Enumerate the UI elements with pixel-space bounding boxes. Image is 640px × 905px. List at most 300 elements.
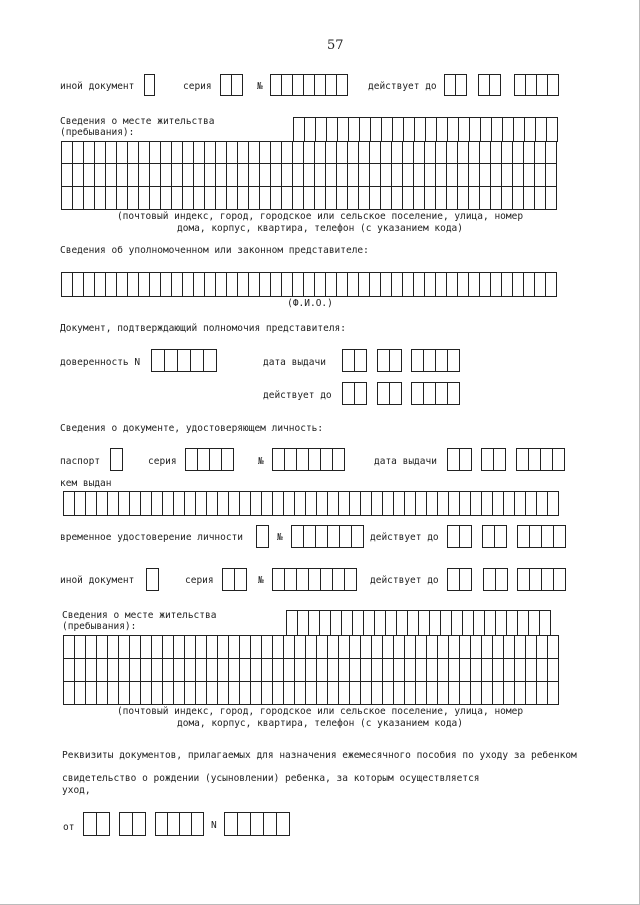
issued-by-grid[interactable] <box>63 491 559 516</box>
grid-cell[interactable] <box>97 636 108 659</box>
grid-cell[interactable] <box>405 682 416 705</box>
grid-cell[interactable] <box>372 659 383 682</box>
grid-cell[interactable] <box>196 636 207 659</box>
grid-cell[interactable] <box>359 142 370 164</box>
grid-cell[interactable] <box>372 636 383 659</box>
grid-cell[interactable] <box>141 492 152 516</box>
grid-cell[interactable] <box>485 611 496 636</box>
grid-cell[interactable] <box>361 492 372 516</box>
grid-cell[interactable] <box>416 492 427 516</box>
temp-id-valid-day-input[interactable] <box>447 525 472 548</box>
grid-cell[interactable] <box>205 187 216 210</box>
grid-cell[interactable] <box>493 636 504 659</box>
grid-cell[interactable] <box>535 142 546 164</box>
valid-day-input[interactable] <box>444 74 467 96</box>
address-grid[interactable] <box>61 141 557 210</box>
grid-cell[interactable] <box>524 273 535 297</box>
grid-cell[interactable] <box>139 142 150 164</box>
grid-cell[interactable] <box>502 164 513 187</box>
series-input[interactable] <box>220 74 243 96</box>
grid-cell[interactable] <box>546 187 557 210</box>
address-grid-row1[interactable] <box>293 117 558 142</box>
grid-cell[interactable] <box>452 611 463 636</box>
grid-cell[interactable] <box>163 659 174 682</box>
grid-cell[interactable] <box>262 492 273 516</box>
grid-cell[interactable] <box>548 682 559 705</box>
grid-cell[interactable] <box>480 142 491 164</box>
grid-cell[interactable] <box>425 187 436 210</box>
grid-cell[interactable] <box>471 682 482 705</box>
grid-cell[interactable] <box>106 164 117 187</box>
grid-cell[interactable] <box>249 273 260 297</box>
grid-cell[interactable] <box>350 636 361 659</box>
grid-cell[interactable] <box>117 273 128 297</box>
grid-cell[interactable] <box>315 164 326 187</box>
grid-cell[interactable] <box>295 636 306 659</box>
grid-cell[interactable] <box>370 187 381 210</box>
grid-cell[interactable] <box>249 142 260 164</box>
grid-cell[interactable] <box>364 611 375 636</box>
grid-cell[interactable] <box>458 187 469 210</box>
grid-cell[interactable] <box>128 164 139 187</box>
issue-day-input[interactable] <box>342 349 367 372</box>
grid-cell[interactable] <box>260 164 271 187</box>
grid-cell[interactable] <box>73 187 84 210</box>
grid-cell[interactable] <box>86 682 97 705</box>
grid-cell[interactable] <box>370 164 381 187</box>
grid-cell[interactable] <box>493 682 504 705</box>
grid-cell[interactable] <box>207 492 218 516</box>
grid-cell[interactable] <box>548 636 559 659</box>
grid-cell[interactable] <box>471 636 482 659</box>
grid-cell[interactable] <box>430 611 441 636</box>
grid-cell[interactable] <box>287 611 298 636</box>
grid-cell[interactable] <box>383 636 394 659</box>
grid-cell[interactable] <box>240 636 251 659</box>
valid-month-input[interactable] <box>478 74 501 96</box>
grid-cell[interactable] <box>106 187 117 210</box>
cert-month-input[interactable] <box>119 812 146 836</box>
grid-cell[interactable] <box>108 636 119 659</box>
grid-cell[interactable] <box>493 659 504 682</box>
grid-cell[interactable] <box>150 187 161 210</box>
other-doc-series-input[interactable] <box>222 568 247 591</box>
grid-cell[interactable] <box>271 142 282 164</box>
grid-cell[interactable] <box>185 636 196 659</box>
grid-cell[interactable] <box>353 611 364 636</box>
grid-cell[interactable] <box>337 273 348 297</box>
grid-cell[interactable] <box>62 164 73 187</box>
grid-cell[interactable] <box>469 164 480 187</box>
grid-cell[interactable] <box>491 142 502 164</box>
grid-cell[interactable] <box>128 187 139 210</box>
grid-cell[interactable] <box>370 142 381 164</box>
grid-cell[interactable] <box>394 659 405 682</box>
grid-cell[interactable] <box>348 142 359 164</box>
grid-cell[interactable] <box>438 682 449 705</box>
grid-cell[interactable] <box>130 659 141 682</box>
grid-cell[interactable] <box>537 492 548 516</box>
grid-cell[interactable] <box>196 492 207 516</box>
grid-cell[interactable] <box>427 636 438 659</box>
grid-cell[interactable] <box>427 659 438 682</box>
representative-fio-grid[interactable] <box>61 272 557 297</box>
grid-cell[interactable] <box>513 142 524 164</box>
grid-cell[interactable] <box>471 492 482 516</box>
grid-cell[interactable] <box>183 164 194 187</box>
issue-year-input[interactable] <box>411 349 460 372</box>
grid-cell[interactable] <box>139 164 150 187</box>
grid-cell[interactable] <box>271 187 282 210</box>
grid-cell[interactable] <box>414 164 425 187</box>
other-doc-checkbox[interactable] <box>144 74 155 96</box>
grid-cell[interactable] <box>282 187 293 210</box>
grid-cell[interactable] <box>227 164 238 187</box>
grid-cell[interactable] <box>469 142 480 164</box>
grid-cell[interactable] <box>513 187 524 210</box>
grid-cell[interactable] <box>306 492 317 516</box>
grid-cell[interactable] <box>309 611 320 636</box>
grid-cell[interactable] <box>194 142 205 164</box>
grid-cell[interactable] <box>372 492 383 516</box>
grid-cell[interactable] <box>447 187 458 210</box>
grid-cell[interactable] <box>284 682 295 705</box>
grid-cell[interactable] <box>342 611 353 636</box>
grid-cell[interactable] <box>397 611 408 636</box>
passport-series-input[interactable] <box>185 448 234 471</box>
grid-cell[interactable] <box>392 164 403 187</box>
grid-cell[interactable] <box>504 659 515 682</box>
grid-cell[interactable] <box>240 682 251 705</box>
grid-cell[interactable] <box>163 682 174 705</box>
grid-cell[interactable] <box>361 659 372 682</box>
grid-cell[interactable] <box>128 142 139 164</box>
grid-cell[interactable] <box>529 611 540 636</box>
grid-cell[interactable] <box>75 492 86 516</box>
grid-cell[interactable] <box>317 659 328 682</box>
grid-cell[interactable] <box>227 187 238 210</box>
doc-number-input[interactable] <box>270 74 348 96</box>
grid-cell[interactable] <box>86 659 97 682</box>
grid-cell[interactable] <box>130 636 141 659</box>
grid-cell[interactable] <box>205 142 216 164</box>
grid-cell[interactable] <box>537 682 548 705</box>
grid-cell[interactable] <box>119 492 130 516</box>
grid-cell[interactable] <box>84 142 95 164</box>
grid-cell[interactable] <box>163 636 174 659</box>
grid-cell[interactable] <box>460 492 471 516</box>
grid-cell[interactable] <box>458 164 469 187</box>
grid-cell[interactable] <box>496 611 507 636</box>
grid-cell[interactable] <box>183 273 194 297</box>
grid-cell[interactable] <box>205 273 216 297</box>
grid-cell[interactable] <box>502 142 513 164</box>
other-doc-valid-month-input[interactable] <box>483 568 508 591</box>
grid-cell[interactable] <box>62 187 73 210</box>
grid-cell[interactable] <box>438 492 449 516</box>
grid-cell[interactable] <box>152 636 163 659</box>
grid-cell[interactable] <box>216 142 227 164</box>
grid-cell[interactable] <box>229 659 240 682</box>
grid-cell[interactable] <box>251 636 262 659</box>
grid-cell[interactable] <box>438 659 449 682</box>
grid-cell[interactable] <box>183 142 194 164</box>
grid-cell[interactable] <box>375 611 386 636</box>
grid-cell[interactable] <box>218 659 229 682</box>
grid-cell[interactable] <box>383 492 394 516</box>
grid-cell[interactable] <box>394 682 405 705</box>
grid-cell[interactable] <box>150 273 161 297</box>
grid-cell[interactable] <box>194 187 205 210</box>
grid-cell[interactable] <box>130 682 141 705</box>
grid-cell[interactable] <box>381 187 392 210</box>
grid-cell[interactable] <box>304 273 315 297</box>
grid-cell[interactable] <box>513 273 524 297</box>
grid-cell[interactable] <box>86 492 97 516</box>
grid-cell[interactable] <box>106 142 117 164</box>
grid-cell[interactable] <box>524 164 535 187</box>
grid-cell[interactable] <box>141 682 152 705</box>
temp-id-checkbox[interactable] <box>256 525 269 548</box>
grid-cell[interactable] <box>298 611 309 636</box>
grid-cell[interactable] <box>108 682 119 705</box>
grid-cell[interactable] <box>403 164 414 187</box>
grid-cell[interactable] <box>546 164 557 187</box>
grid-cell[interactable] <box>284 659 295 682</box>
issue-month-input[interactable] <box>377 349 402 372</box>
grid-cell[interactable] <box>507 611 518 636</box>
grid-cell[interactable] <box>474 611 485 636</box>
grid-cell[interactable] <box>515 659 526 682</box>
grid-cell[interactable] <box>97 682 108 705</box>
grid-cell[interactable] <box>95 164 106 187</box>
grid-cell[interactable] <box>238 187 249 210</box>
grid-cell[interactable] <box>403 273 414 297</box>
grid-cell[interactable] <box>73 164 84 187</box>
grid-cell[interactable] <box>416 659 427 682</box>
grid-cell[interactable] <box>438 636 449 659</box>
passport-issue-month-input[interactable] <box>481 448 506 471</box>
grid-cell[interactable] <box>386 611 397 636</box>
grid-cell[interactable] <box>84 164 95 187</box>
grid-cell[interactable] <box>108 492 119 516</box>
grid-cell[interactable] <box>328 636 339 659</box>
grid-cell[interactable] <box>328 492 339 516</box>
grid-cell[interactable] <box>502 187 513 210</box>
grid-cell[interactable] <box>359 273 370 297</box>
grid-cell[interactable] <box>293 187 304 210</box>
grid-cell[interactable] <box>348 164 359 187</box>
grid-cell[interactable] <box>207 682 218 705</box>
grid-cell[interactable] <box>537 636 548 659</box>
grid-cell[interactable] <box>172 142 183 164</box>
grid-cell[interactable] <box>229 636 240 659</box>
grid-cell[interactable] <box>480 164 491 187</box>
grid-cell[interactable] <box>317 636 328 659</box>
grid-cell[interactable] <box>414 142 425 164</box>
grid-cell[interactable] <box>436 273 447 297</box>
grid-cell[interactable] <box>493 492 504 516</box>
grid-cell[interactable] <box>339 682 350 705</box>
other-doc-checkbox-2[interactable] <box>146 568 159 591</box>
grid-cell[interactable] <box>304 187 315 210</box>
grid-cell[interactable] <box>425 273 436 297</box>
grid-cell[interactable] <box>482 659 493 682</box>
grid-cell[interactable] <box>64 636 75 659</box>
grid-cell[interactable] <box>447 142 458 164</box>
grid-cell[interactable] <box>524 142 535 164</box>
grid-cell[interactable] <box>97 659 108 682</box>
grid-cell[interactable] <box>326 273 337 297</box>
grid-cell[interactable] <box>172 164 183 187</box>
grid-cell[interactable] <box>262 659 273 682</box>
grid-cell[interactable] <box>117 187 128 210</box>
grid-cell[interactable] <box>229 682 240 705</box>
grid-cell[interactable] <box>95 142 106 164</box>
grid-cell[interactable] <box>117 164 128 187</box>
grid-cell[interactable] <box>141 659 152 682</box>
grid-cell[interactable] <box>75 636 86 659</box>
grid-cell[interactable] <box>326 187 337 210</box>
grid-cell[interactable] <box>394 636 405 659</box>
grid-cell[interactable] <box>161 164 172 187</box>
grid-cell[interactable] <box>449 659 460 682</box>
grid-cell[interactable] <box>161 187 172 210</box>
grid-cell[interactable] <box>306 659 317 682</box>
grid-cell[interactable] <box>152 682 163 705</box>
grid-cell[interactable] <box>370 273 381 297</box>
grid-cell[interactable] <box>238 142 249 164</box>
grid-cell[interactable] <box>469 187 480 210</box>
grid-cell[interactable] <box>271 164 282 187</box>
grid-cell[interactable] <box>174 659 185 682</box>
grid-cell[interactable] <box>350 682 361 705</box>
grid-cell[interactable] <box>392 187 403 210</box>
grid-cell[interactable] <box>260 273 271 297</box>
grid-cell[interactable] <box>273 659 284 682</box>
grid-cell[interactable] <box>416 636 427 659</box>
grid-cell[interactable] <box>381 142 392 164</box>
grid-cell[interactable] <box>64 682 75 705</box>
grid-cell[interactable] <box>540 611 551 636</box>
grid-cell[interactable] <box>95 187 106 210</box>
grid-cell[interactable] <box>150 164 161 187</box>
grid-cell[interactable] <box>359 187 370 210</box>
grid-cell[interactable] <box>205 164 216 187</box>
grid-cell[interactable] <box>238 273 249 297</box>
grid-cell[interactable] <box>284 636 295 659</box>
grid-cell[interactable] <box>73 142 84 164</box>
grid-cell[interactable] <box>339 636 350 659</box>
grid-cell[interactable] <box>84 187 95 210</box>
grid-cell[interactable] <box>436 187 447 210</box>
grid-cell[interactable] <box>480 187 491 210</box>
grid-cell[interactable] <box>163 492 174 516</box>
grid-cell[interactable] <box>405 659 416 682</box>
grid-cell[interactable] <box>436 142 447 164</box>
address-grid-2-row1[interactable] <box>286 610 551 636</box>
grid-cell[interactable] <box>161 142 172 164</box>
grid-cell[interactable] <box>196 659 207 682</box>
grid-cell[interactable] <box>216 164 227 187</box>
grid-cell[interactable] <box>119 682 130 705</box>
grid-cell[interactable] <box>518 611 529 636</box>
grid-cell[interactable] <box>62 273 73 297</box>
other-doc-valid-day-input[interactable] <box>447 568 472 591</box>
grid-cell[interactable] <box>306 682 317 705</box>
grid-cell[interactable] <box>482 492 493 516</box>
power-of-attorney-number-input[interactable] <box>151 349 217 372</box>
grid-cell[interactable] <box>216 187 227 210</box>
grid-cell[interactable] <box>293 142 304 164</box>
grid-cell[interactable] <box>317 682 328 705</box>
grid-cell[interactable] <box>293 164 304 187</box>
poa-valid-month-input[interactable] <box>377 382 402 405</box>
other-doc-valid-year-input[interactable] <box>517 568 566 591</box>
grid-cell[interactable] <box>502 273 513 297</box>
grid-cell[interactable] <box>218 682 229 705</box>
grid-cell[interactable] <box>216 273 227 297</box>
grid-cell[interactable] <box>64 492 75 516</box>
grid-cell[interactable] <box>174 636 185 659</box>
grid-cell[interactable] <box>185 659 196 682</box>
grid-cell[interactable] <box>295 492 306 516</box>
grid-cell[interactable] <box>392 273 403 297</box>
other-doc-number-input[interactable] <box>272 568 357 591</box>
cert-day-input[interactable] <box>83 812 110 836</box>
passport-issue-day-input[interactable] <box>447 448 472 471</box>
grid-cell[interactable] <box>62 142 73 164</box>
passport-issue-year-input[interactable] <box>516 448 565 471</box>
poa-valid-year-input[interactable] <box>411 382 460 405</box>
grid-cell[interactable] <box>271 273 282 297</box>
grid-cell[interactable] <box>392 142 403 164</box>
grid-cell[interactable] <box>480 273 491 297</box>
grid-cell[interactable] <box>405 492 416 516</box>
grid-cell[interactable] <box>526 659 537 682</box>
grid-cell[interactable] <box>427 492 438 516</box>
grid-cell[interactable] <box>403 187 414 210</box>
grid-cell[interactable] <box>326 164 337 187</box>
grid-cell[interactable] <box>229 492 240 516</box>
grid-cell[interactable] <box>150 142 161 164</box>
cert-number-input[interactable] <box>224 812 290 836</box>
grid-cell[interactable] <box>75 682 86 705</box>
grid-cell[interactable] <box>119 636 130 659</box>
grid-cell[interactable] <box>84 273 95 297</box>
grid-cell[interactable] <box>95 273 106 297</box>
grid-cell[interactable] <box>348 187 359 210</box>
grid-cell[interactable] <box>249 164 260 187</box>
grid-cell[interactable] <box>331 611 342 636</box>
grid-cell[interactable] <box>361 636 372 659</box>
grid-cell[interactable] <box>449 682 460 705</box>
grid-cell[interactable] <box>469 273 480 297</box>
grid-cell[interactable] <box>425 142 436 164</box>
grid-cell[interactable] <box>185 492 196 516</box>
grid-cell[interactable] <box>240 659 251 682</box>
grid-cell[interactable] <box>383 682 394 705</box>
grid-cell[interactable] <box>320 611 331 636</box>
grid-cell[interactable] <box>526 682 537 705</box>
grid-cell[interactable] <box>328 682 339 705</box>
grid-cell[interactable] <box>141 636 152 659</box>
grid-cell[interactable] <box>251 682 262 705</box>
grid-cell[interactable] <box>172 273 183 297</box>
grid-cell[interactable] <box>535 273 546 297</box>
grid-cell[interactable] <box>282 142 293 164</box>
grid-cell[interactable] <box>240 492 251 516</box>
